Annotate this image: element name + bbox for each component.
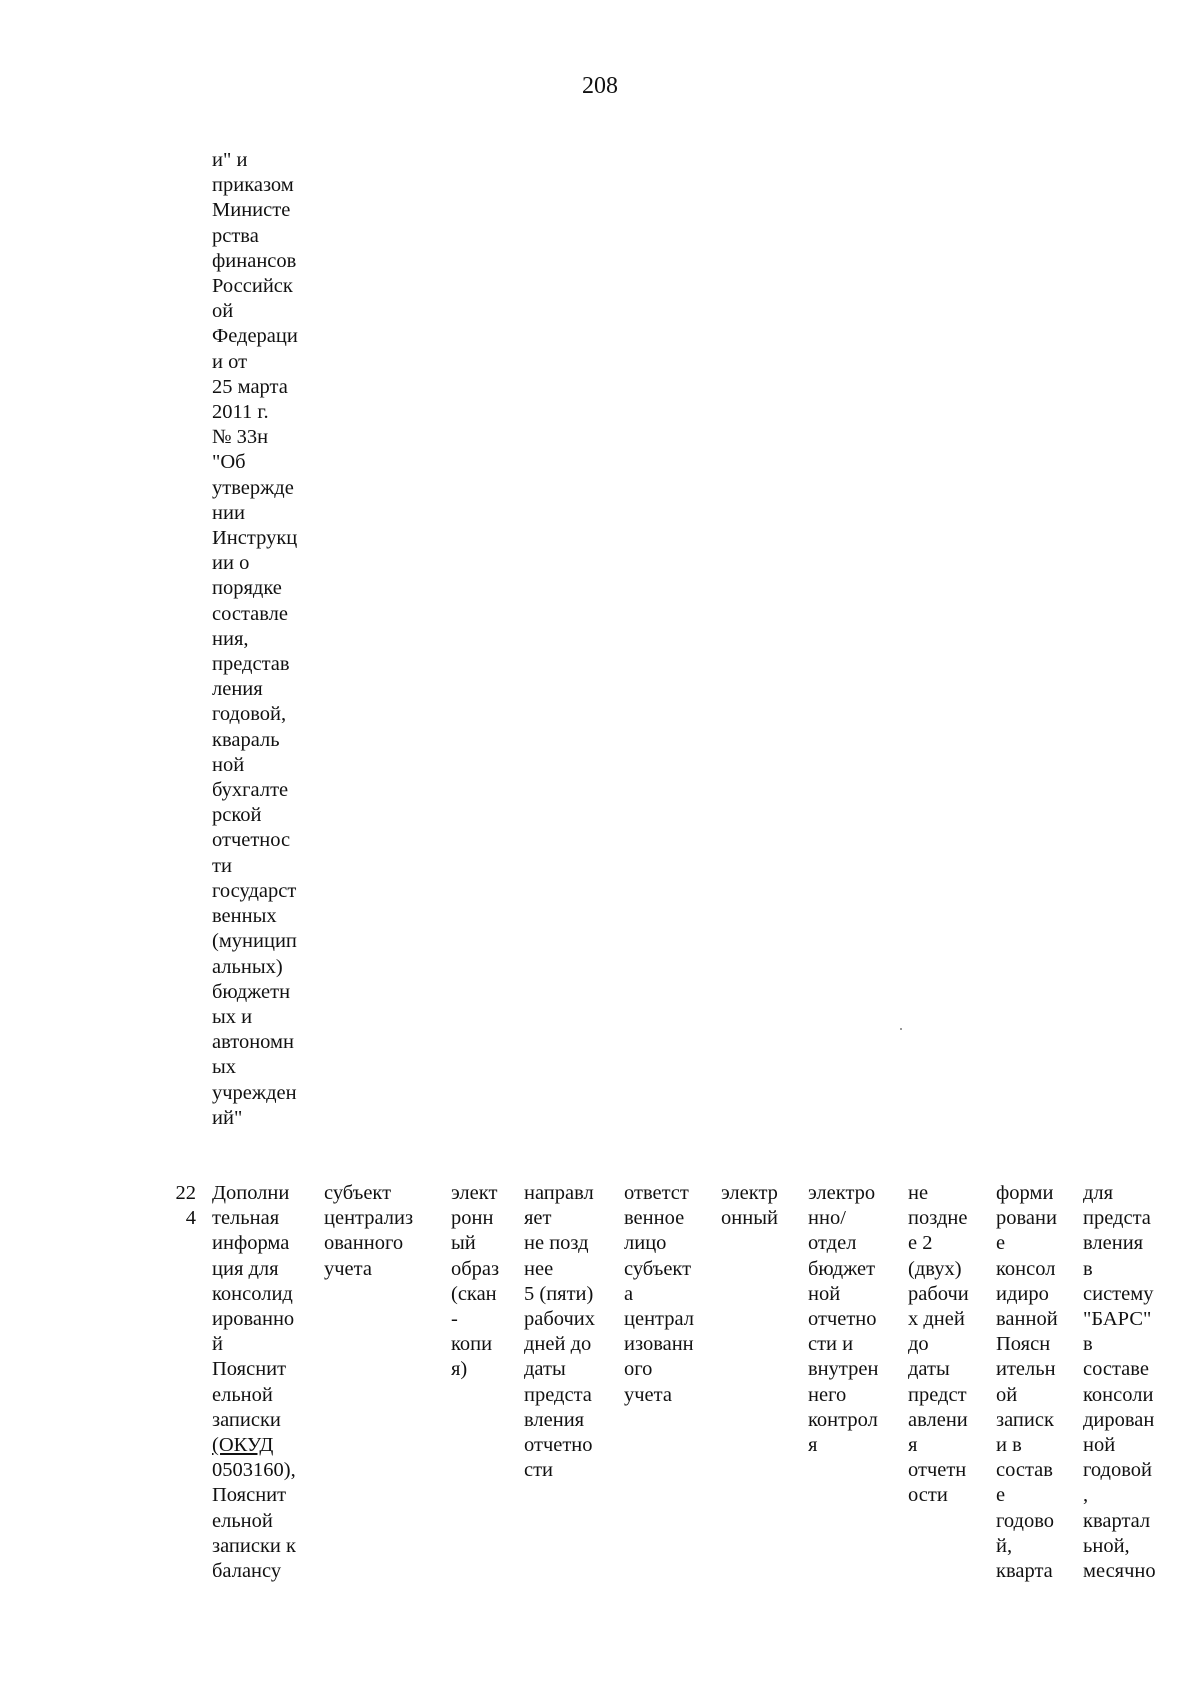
continued-cell-line: рской [212, 804, 262, 827]
continued-cell-line: бюджетн [212, 980, 291, 1003]
continued-cell-line: автономн [212, 1031, 294, 1054]
table-row [0, 1181, 1200, 1601]
continued-cell-line: и" и [212, 149, 248, 171]
continued-cell-line: утвержде [212, 476, 294, 499]
cell-responsible-subject: субъект централиз ованного учета [324, 1182, 414, 1280]
continued-cell-line: ых и [212, 1005, 253, 1028]
continued-cell-line: 2011 г. [212, 401, 269, 424]
continued-cell-line: "Об [212, 451, 246, 474]
continued-cell-line: Министе [212, 199, 291, 222]
cell-responsible-person: ответст венное лицо субъект а централ изованн ого учета [624, 1182, 695, 1406]
cell-document-name: Дополни тельная информа ция для консолид ированно й Пояснит ельной записки (ОКУД 0503160), Пояснит ельной записки к балансу [212, 1182, 296, 1583]
okud-reference: (ОКУД [212, 1434, 274, 1457]
continued-cell-text [212, 148, 298, 1131]
continued-cell-line: порядке [212, 577, 282, 600]
continued-cell-line: приказом [212, 174, 294, 197]
cell-processing-deadline: не поздне е 2 (двух) рабочи х дней до даты предст авлени я отчетн ости [908, 1182, 969, 1507]
continued-cell-line: ой [212, 300, 234, 323]
continued-cell-line: отчетнос [212, 829, 291, 852]
continued-cell-line: ых [212, 1056, 237, 1079]
continued-cell-line: государст [212, 879, 297, 902]
cell-recipient: электро нно/ отдел бюджет ной отчетно сти и внутрен него контрол я [808, 1182, 879, 1457]
continued-cell-line: ии о [212, 552, 250, 575]
scan-speck [900, 1028, 902, 1030]
continued-cell-line: № 33н [212, 426, 269, 449]
continued-cell-line: квараль [212, 728, 280, 751]
continued-cell-line: представ [212, 653, 290, 676]
cell-purpose: для предста вления в систему "БАРС" в составе консоли дирован ной годовой , квартал ьной, месячно [1083, 1182, 1156, 1583]
continued-cell-line: бухгалте [212, 779, 289, 802]
continued-cell-line: ной [212, 753, 245, 776]
continued-cell-line: рства [212, 224, 259, 247]
continued-cell-line: составле [212, 602, 289, 625]
cell-action: форми ровани е консол идиро ванной Поясн ительн ой записк и в состав е годово й, кварта [996, 1182, 1058, 1583]
continued-cell-line: финансов [212, 249, 297, 272]
cell-document-form: элект ронн ый образ (скан - копи я) [451, 1182, 500, 1381]
continued-cell-line: учрежден [212, 1081, 297, 1104]
continued-cell-line: и от [212, 350, 248, 373]
continued-cell-line: годовой, [212, 703, 287, 726]
continued-cell-line: ления [212, 678, 263, 701]
continued-cell-line: Российск [212, 275, 293, 298]
continued-cell-line: нии [212, 501, 245, 524]
continued-cell-line: ий" [212, 1106, 243, 1129]
cell-transfer-method: электр онный [721, 1182, 778, 1230]
continued-cell-line: (муницип [212, 930, 297, 953]
continued-cell-line: ния, [212, 627, 249, 650]
continued-cell-line: 25 марта [212, 375, 288, 398]
row-number: 22 4 [175, 1182, 196, 1230]
continued-cell-line: альных) [212, 955, 283, 978]
page-number: 208 [582, 73, 618, 99]
continued-cell-line: венных [212, 905, 277, 928]
continued-cell-line: Инструкц [212, 527, 298, 550]
continued-cell-line: ти [212, 854, 232, 877]
continued-cell-line: Федераци [212, 325, 298, 348]
cell-submission-deadline: направл яет не позд нее 5 (пяти) рабочих дней до даты предста вления отчетно сти [524, 1182, 596, 1482]
